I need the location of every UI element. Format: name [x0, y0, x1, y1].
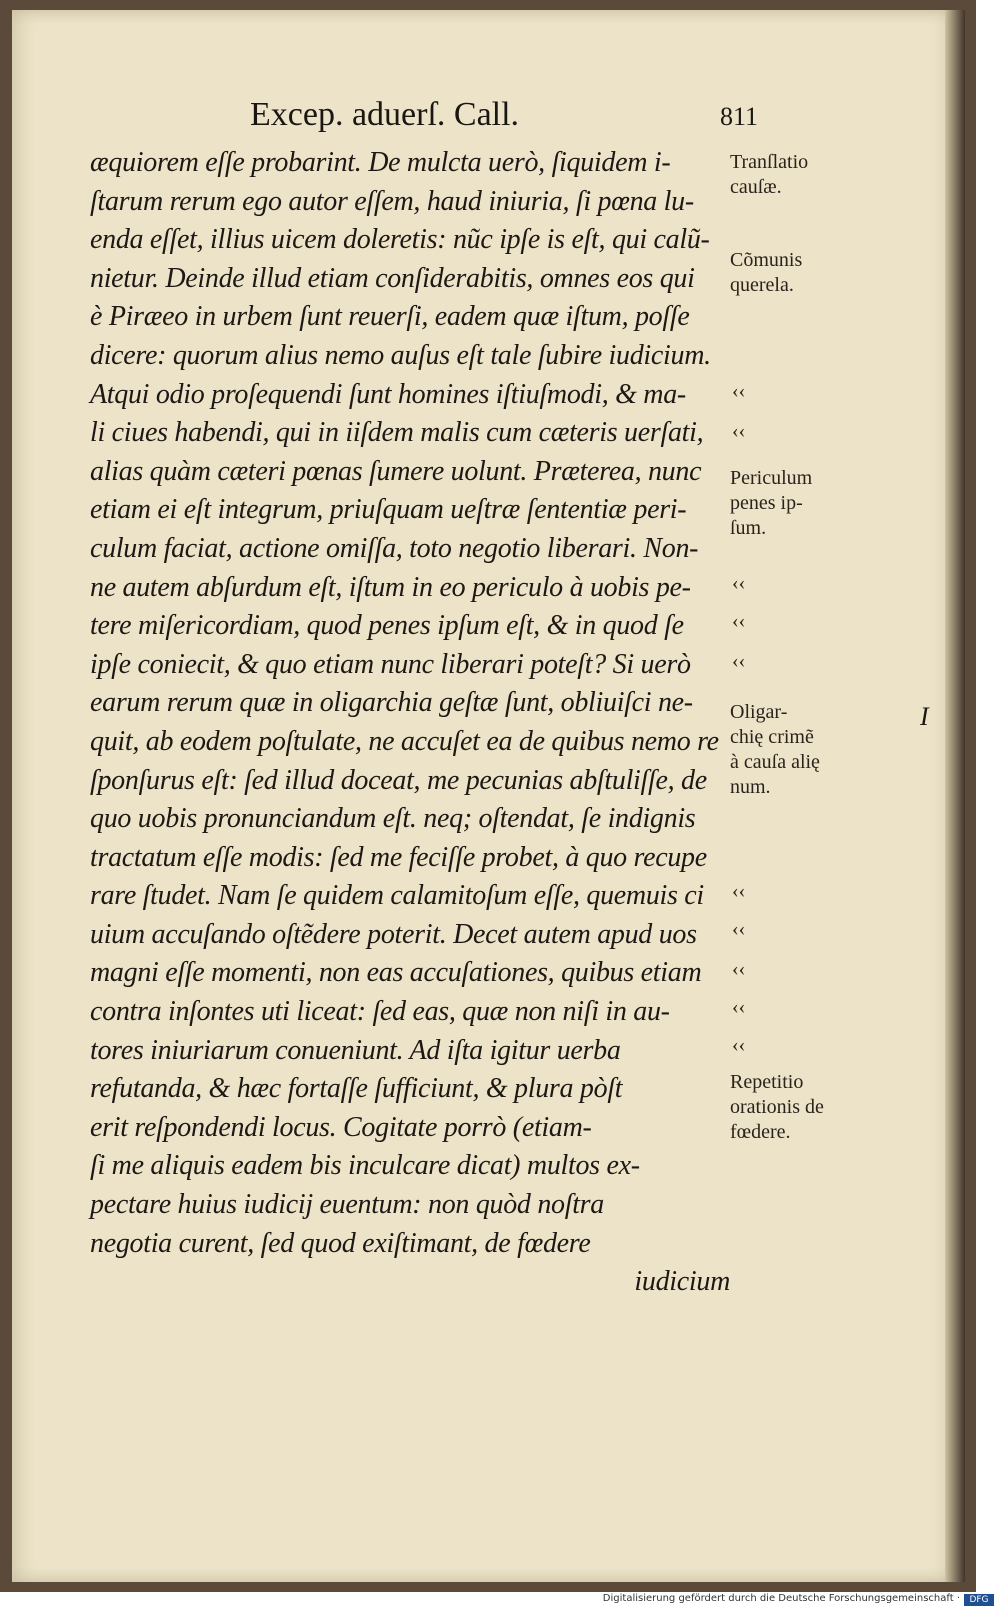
text-line: culum faciat, actione omiſſa, toto negotio liberari. Non- [90, 532, 699, 564]
text-line: tractatum eſſe modis: ſed me feciſſe probet, à quo recupe [90, 841, 707, 873]
quotation-mark: ‹‹ [732, 610, 746, 632]
text-line: ſponſurus eſt: ſed illud doceat, me pecunias abſtuliſſe, de [90, 764, 707, 796]
running-title: Excep. aduerſ. Call. [250, 96, 520, 133]
text-line: uium accuſando oſtẽdere poterit. Decet autem apud uos [90, 918, 697, 950]
margin-note-line: orationis de [730, 1096, 824, 1118]
footer-credit: Digitalisierung gefördert durch die Deutsche Forschungsgemeinschaft · [602, 1593, 960, 1604]
text-line: dicere: quorum alius nemo auſus eſt tale ſubire iudicium. [90, 339, 711, 371]
text-line: etiam ei eſt integrum, priuſquam ueſtræ ſententiæ peri- [90, 494, 687, 526]
quotation-mark: ‹‹ [732, 650, 746, 672]
text-line: enda eſſet, illius uicem doleretis: nũc ipſe is eſt, qui calũ- [90, 224, 710, 256]
text-line: æquiorem eſſe probarint. De mulcta uerò, ſiquidem i- [90, 147, 671, 178]
margin-note-line: cauſæ. [730, 176, 782, 198]
margin-note-line: Tranſlatio [730, 151, 809, 173]
margin-note-translatio [730, 150, 850, 200]
text-line: nietur. Deinde illud etiam conſiderabitis, omnes eos qui [90, 262, 695, 294]
text-line: iudicium [634, 1266, 730, 1298]
main-text-block [90, 144, 730, 1302]
text-line: negotia curent, ſed quod exiſtimant, de fœdere [90, 1227, 591, 1259]
margin-note-line: num. [730, 776, 771, 798]
margin-note-line: à cauſa alię [730, 751, 820, 773]
text-line: contra inſontes uti liceat: ſed eas, quæ non niſi in au- [90, 996, 670, 1028]
quotation-mark: ‹‹ [732, 572, 746, 594]
text-line: ſi me aliquis eadem bis inculcare dicat) multos ex- [90, 1150, 640, 1182]
quotation-mark: ‹‹ [732, 420, 746, 442]
page-edge-shadow [945, 10, 965, 1582]
text-line: ipſe coniecit, & quo etiam nunc liberari poteſt? Si uerò [90, 648, 691, 680]
text-line: quo uobis pronunciandum eſt. neq; oſtendat, ſe indignis [90, 803, 696, 835]
quotation-mark: ‹‹ [732, 996, 746, 1018]
text-line: Atqui odio proſequendi ſunt homines iſtiuſmodi, & ma- [90, 378, 686, 410]
quotation-mark: ‹‹ [732, 880, 746, 902]
margin-note-line: Oligar- [730, 701, 788, 723]
quotation-mark: ‹‹ [732, 1034, 746, 1056]
margin-note-line: querela. [730, 274, 794, 296]
margin-note-line: ſum. [730, 517, 767, 539]
dfg-logo: DFG [964, 1594, 994, 1606]
book-page [12, 10, 957, 1582]
margin-note-line: Cõmunis [730, 249, 803, 271]
text-line: rare ſtudet. Nam ſe quidem calamitoſum eſſe, quemuis ci [90, 880, 704, 912]
text-line: quit, ab eodem poſtulate, ne accuſet ea de quibus nemo re [90, 725, 719, 757]
text-line: earum rerum quæ in oligarchia geſtæ ſunt, obliuiſci ne- [90, 687, 693, 719]
margin-note-line: chię crimẽ [730, 726, 814, 748]
margin-note-line: fœdere. [730, 1121, 791, 1143]
text-line: pectare huius iudicij euentum: non quòd noſtra [90, 1189, 604, 1221]
text-line: ſtarum rerum ego autor eſſem, haud iniuria, ſi pœna lu- [90, 185, 694, 217]
text-line: è Piræeo in urbem ſunt reuerſi, eadem quæ iſtum, poſſe [90, 301, 690, 333]
text-line: tores iniuriarum conueniunt. Ad iſta igitur uerba [90, 1034, 621, 1066]
margin-note-line: Repetitio [730, 1071, 804, 1093]
running-header [250, 96, 759, 146]
text-line: tere miſericordiam, quod penes ipſum eſt, & in quod ſe [90, 610, 684, 642]
text-line: magni eſſe momenti, non eas accuſationes, quibus etiam [90, 957, 702, 989]
text-line: li ciues habendi, qui in iiſdem malis cum cæteris uerſati, [90, 417, 704, 449]
margin-note-repetitio [730, 1070, 850, 1145]
margin-note-line: Periculum [730, 467, 813, 489]
page-number: 811 [720, 102, 759, 131]
quotation-mark: ‹‹ [732, 918, 746, 940]
margin-note-line: penes ip- [730, 492, 803, 514]
quotation-mark: ‹‹ [732, 380, 746, 402]
quotation-mark: ‹‹ [732, 958, 746, 980]
margin-note-periculum [730, 466, 850, 541]
text-line: alias quàm cæteri pœnas ſumere uolunt. Præterea, nunc [90, 455, 702, 487]
text-line: ne autem abſurdum eſt, iſtum in eo periculo à uobis pe- [90, 571, 691, 603]
text-line: refutanda, & hæc fortaſſe ſufficiunt, & plura pòſt [90, 1073, 623, 1105]
margin-note-oligarchie [730, 700, 850, 800]
text-line: erit reſpondendi locus. Cogitate porrò (etiam- [90, 1111, 592, 1143]
stray-ink-mark: I [920, 702, 929, 731]
margin-note-communis [730, 248, 850, 298]
footer-bar [0, 1592, 1000, 1609]
